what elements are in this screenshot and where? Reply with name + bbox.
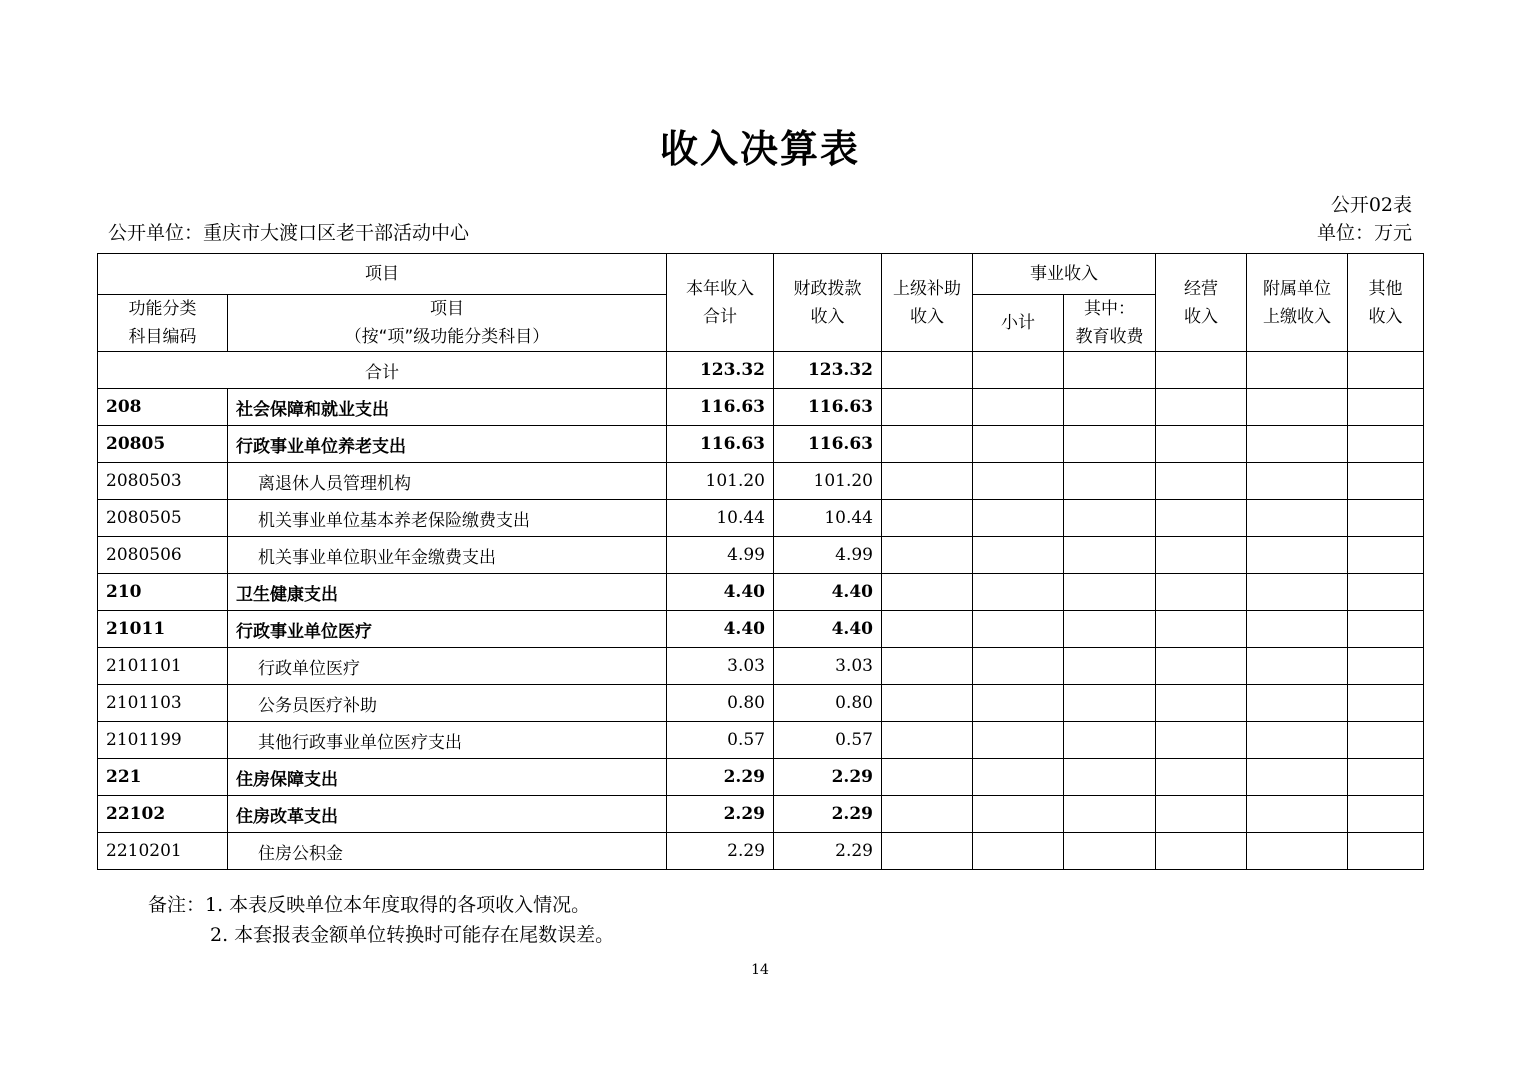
page-title: 收入决算表 xyxy=(659,127,860,171)
empty-cell xyxy=(1156,352,1247,389)
total-label: 合计 xyxy=(98,352,667,389)
function-code-cell: 2080505 xyxy=(98,500,228,537)
empty-cell xyxy=(882,389,973,426)
fiscal-income-cell: 2.29 xyxy=(774,796,882,833)
fiscal-income-cell: 4.40 xyxy=(774,611,882,648)
table-row xyxy=(98,648,1424,685)
table-row xyxy=(98,685,1424,722)
item-name-cell: 行政事业单位医疗 xyxy=(228,611,667,648)
total-income-cell: 0.80 xyxy=(667,685,774,722)
fiscal-income-cell: 0.80 xyxy=(774,685,882,722)
function-code-cell: 221 xyxy=(98,759,228,796)
empty-cell xyxy=(1348,426,1424,463)
empty-cell xyxy=(973,685,1064,722)
header-project: 项目 xyxy=(98,254,667,295)
empty-cell xyxy=(882,537,973,574)
currency-unit-label: 单位：万元 xyxy=(1316,222,1412,244)
table-row xyxy=(98,537,1424,574)
table-row xyxy=(98,463,1424,500)
fiscal-income-cell: 2.29 xyxy=(774,833,882,870)
empty-cell xyxy=(882,352,973,389)
item-name-cell: 社会保障和就业支出 xyxy=(228,389,667,426)
header-upper-subsidy: 上级补助 收入 xyxy=(882,254,973,352)
empty-cell xyxy=(973,759,1064,796)
empty-cell xyxy=(882,426,973,463)
empty-cell xyxy=(1064,537,1156,574)
total-row xyxy=(98,352,1424,389)
item-name-cell: 卫生健康支出 xyxy=(228,574,667,611)
empty-cell xyxy=(973,574,1064,611)
fiscal-income-cell: 4.99 xyxy=(774,537,882,574)
total-income-cell: 2.29 xyxy=(667,796,774,833)
empty-cell xyxy=(973,611,1064,648)
fiscal-income-cell: 2.29 xyxy=(774,759,882,796)
empty-cell xyxy=(1348,722,1424,759)
fiscal-income-cell: 0.57 xyxy=(774,722,882,759)
empty-cell xyxy=(1348,648,1424,685)
total-income-cell: 101.20 xyxy=(667,463,774,500)
empty-cell xyxy=(1156,722,1247,759)
function-code-cell: 20805 xyxy=(98,426,228,463)
empty-cell xyxy=(1064,759,1156,796)
item-name-cell: 离退休人员管理机构 xyxy=(228,463,667,500)
empty-cell xyxy=(973,463,1064,500)
item-name-cell: 机关事业单位职业年金缴费支出 xyxy=(228,537,667,574)
empty-cell xyxy=(1348,833,1424,870)
item-name-cell: 机关事业单位基本养老保险缴费支出 xyxy=(228,500,667,537)
note-1: 备注：1. 本表反映单位本年度取得的各项收入情况。 xyxy=(148,894,591,916)
table-row xyxy=(98,389,1424,426)
item-name-cell: 行政事业单位养老支出 xyxy=(228,426,667,463)
header-affiliate: 附属单位 上缴收入 xyxy=(1247,254,1348,352)
total-income-cell: 4.40 xyxy=(667,574,774,611)
empty-cell xyxy=(1247,463,1348,500)
table-row xyxy=(98,833,1424,870)
empty-cell xyxy=(1156,833,1247,870)
empty-cell xyxy=(1348,759,1424,796)
total-income-cell: 116.63 xyxy=(667,426,774,463)
total-income-cell: 4.99 xyxy=(667,537,774,574)
total-income-cell: 4.40 xyxy=(667,611,774,648)
empty-cell xyxy=(882,574,973,611)
empty-cell xyxy=(1247,796,1348,833)
item-name-cell: 其他行政事业单位医疗支出 xyxy=(228,722,667,759)
header-other: 其他 收入 xyxy=(1348,254,1424,352)
fiscal-income-cell: 116.63 xyxy=(774,426,882,463)
empty-cell xyxy=(1247,537,1348,574)
empty-cell xyxy=(882,611,973,648)
table-row xyxy=(98,759,1424,796)
table-row xyxy=(98,796,1424,833)
empty-cell xyxy=(882,833,973,870)
function-code-cell: 2080506 xyxy=(98,537,228,574)
empty-cell xyxy=(1064,648,1156,685)
header-total: 本年收入 合计 xyxy=(667,254,774,352)
empty-cell xyxy=(882,685,973,722)
empty-cell xyxy=(1064,463,1156,500)
fiscal-income-cell: 4.40 xyxy=(774,574,882,611)
empty-cell xyxy=(882,648,973,685)
empty-cell xyxy=(1156,759,1247,796)
empty-cell xyxy=(1156,648,1247,685)
empty-cell xyxy=(973,537,1064,574)
unit-line xyxy=(108,218,1412,246)
empty-cell xyxy=(973,833,1064,870)
empty-cell xyxy=(1156,685,1247,722)
item-name-cell: 住房改革支出 xyxy=(228,796,667,833)
empty-cell xyxy=(1247,722,1348,759)
page-number: 14 xyxy=(751,962,769,978)
empty-cell xyxy=(1348,685,1424,722)
function-code-cell: 22102 xyxy=(98,796,228,833)
empty-cell xyxy=(1156,463,1247,500)
empty-cell xyxy=(1156,537,1247,574)
empty-cell xyxy=(882,759,973,796)
empty-cell xyxy=(1064,352,1156,389)
header-fiscal: 财政拨款 收入 xyxy=(774,254,882,352)
item-name-cell: 住房保障支出 xyxy=(228,759,667,796)
function-code-cell: 2101101 xyxy=(98,648,228,685)
empty-cell xyxy=(1348,463,1424,500)
note-2: 2. 本套报表金额单位转换时可能存在尾数误差。 xyxy=(210,924,615,946)
empty-cell xyxy=(973,722,1064,759)
notes xyxy=(148,890,614,950)
function-code-cell: 2101199 xyxy=(98,722,228,759)
empty-cell xyxy=(973,500,1064,537)
function-code-cell: 2210201 xyxy=(98,833,228,870)
empty-cell xyxy=(1348,537,1424,574)
empty-cell xyxy=(1156,389,1247,426)
header-business: 事业收入 xyxy=(973,254,1156,295)
empty-cell xyxy=(1064,389,1156,426)
empty-cell xyxy=(1064,426,1156,463)
function-code-cell: 21011 xyxy=(98,611,228,648)
empty-cell xyxy=(1156,500,1247,537)
empty-cell xyxy=(1156,426,1247,463)
header-subtotal: 小计 xyxy=(973,295,1064,352)
empty-cell xyxy=(1064,574,1156,611)
item-name-cell: 公务员医疗补助 xyxy=(228,685,667,722)
empty-cell xyxy=(1064,500,1156,537)
empty-cell xyxy=(1247,611,1348,648)
empty-cell xyxy=(1247,685,1348,722)
empty-cell xyxy=(1247,389,1348,426)
empty-cell xyxy=(882,500,973,537)
empty-cell xyxy=(1064,833,1156,870)
empty-cell xyxy=(1156,611,1247,648)
table-row xyxy=(98,426,1424,463)
fiscal-income-cell: 101.20 xyxy=(774,463,882,500)
function-code-cell: 2080503 xyxy=(98,463,228,500)
total-income-cell: 3.03 xyxy=(667,648,774,685)
header-item: 项目 （按“项”级功能分类科目） xyxy=(228,295,667,352)
empty-cell xyxy=(1348,796,1424,833)
empty-cell xyxy=(1348,611,1424,648)
empty-cell xyxy=(973,648,1064,685)
item-name-cell: 住房公积金 xyxy=(228,833,667,870)
empty-cell xyxy=(1247,500,1348,537)
empty-cell xyxy=(1247,426,1348,463)
empty-cell xyxy=(1348,500,1424,537)
table-row xyxy=(98,611,1424,648)
empty-cell xyxy=(1064,796,1156,833)
function-code-cell: 208 xyxy=(98,389,228,426)
empty-cell xyxy=(1247,759,1348,796)
empty-cell xyxy=(882,796,973,833)
header-operating: 经营 收入 xyxy=(1156,254,1247,352)
empty-cell xyxy=(1156,796,1247,833)
total-income-cell: 0.57 xyxy=(667,722,774,759)
empty-cell xyxy=(1348,352,1424,389)
total-income-cell: 2.29 xyxy=(667,833,774,870)
form-number: 公开02表 xyxy=(1330,194,1412,216)
total-fiscal: 123.32 xyxy=(774,352,882,389)
empty-cell xyxy=(882,463,973,500)
function-code-cell: 210 xyxy=(98,574,228,611)
empty-cell xyxy=(973,426,1064,463)
empty-cell xyxy=(973,352,1064,389)
income-statement-table xyxy=(97,253,1424,870)
fiscal-income-cell: 116.63 xyxy=(774,389,882,426)
total-income-cell: 10.44 xyxy=(667,500,774,537)
total-amount: 123.32 xyxy=(667,352,774,389)
empty-cell xyxy=(973,796,1064,833)
empty-cell xyxy=(1247,648,1348,685)
empty-cell xyxy=(1064,722,1156,759)
empty-cell xyxy=(882,722,973,759)
empty-cell xyxy=(1247,352,1348,389)
header-func-code: 功能分类 科目编码 xyxy=(98,295,228,352)
empty-cell xyxy=(1064,611,1156,648)
table-row xyxy=(98,574,1424,611)
table-row xyxy=(98,722,1424,759)
empty-cell xyxy=(1064,685,1156,722)
total-income-cell: 116.63 xyxy=(667,389,774,426)
fiscal-income-cell: 3.03 xyxy=(774,648,882,685)
empty-cell xyxy=(1348,389,1424,426)
fiscal-income-cell: 10.44 xyxy=(774,500,882,537)
empty-cell xyxy=(1348,574,1424,611)
empty-cell xyxy=(1247,574,1348,611)
total-income-cell: 2.29 xyxy=(667,759,774,796)
item-name-cell: 行政单位医疗 xyxy=(228,648,667,685)
empty-cell xyxy=(1247,833,1348,870)
function-code-cell: 2101103 xyxy=(98,685,228,722)
header-edu-fee: 其中： 教育收费 xyxy=(1064,295,1156,352)
empty-cell xyxy=(1156,574,1247,611)
table-row xyxy=(98,500,1424,537)
organization-label: 公开单位：重庆市大渡口区老干部活动中心 xyxy=(108,222,470,244)
empty-cell xyxy=(973,389,1064,426)
